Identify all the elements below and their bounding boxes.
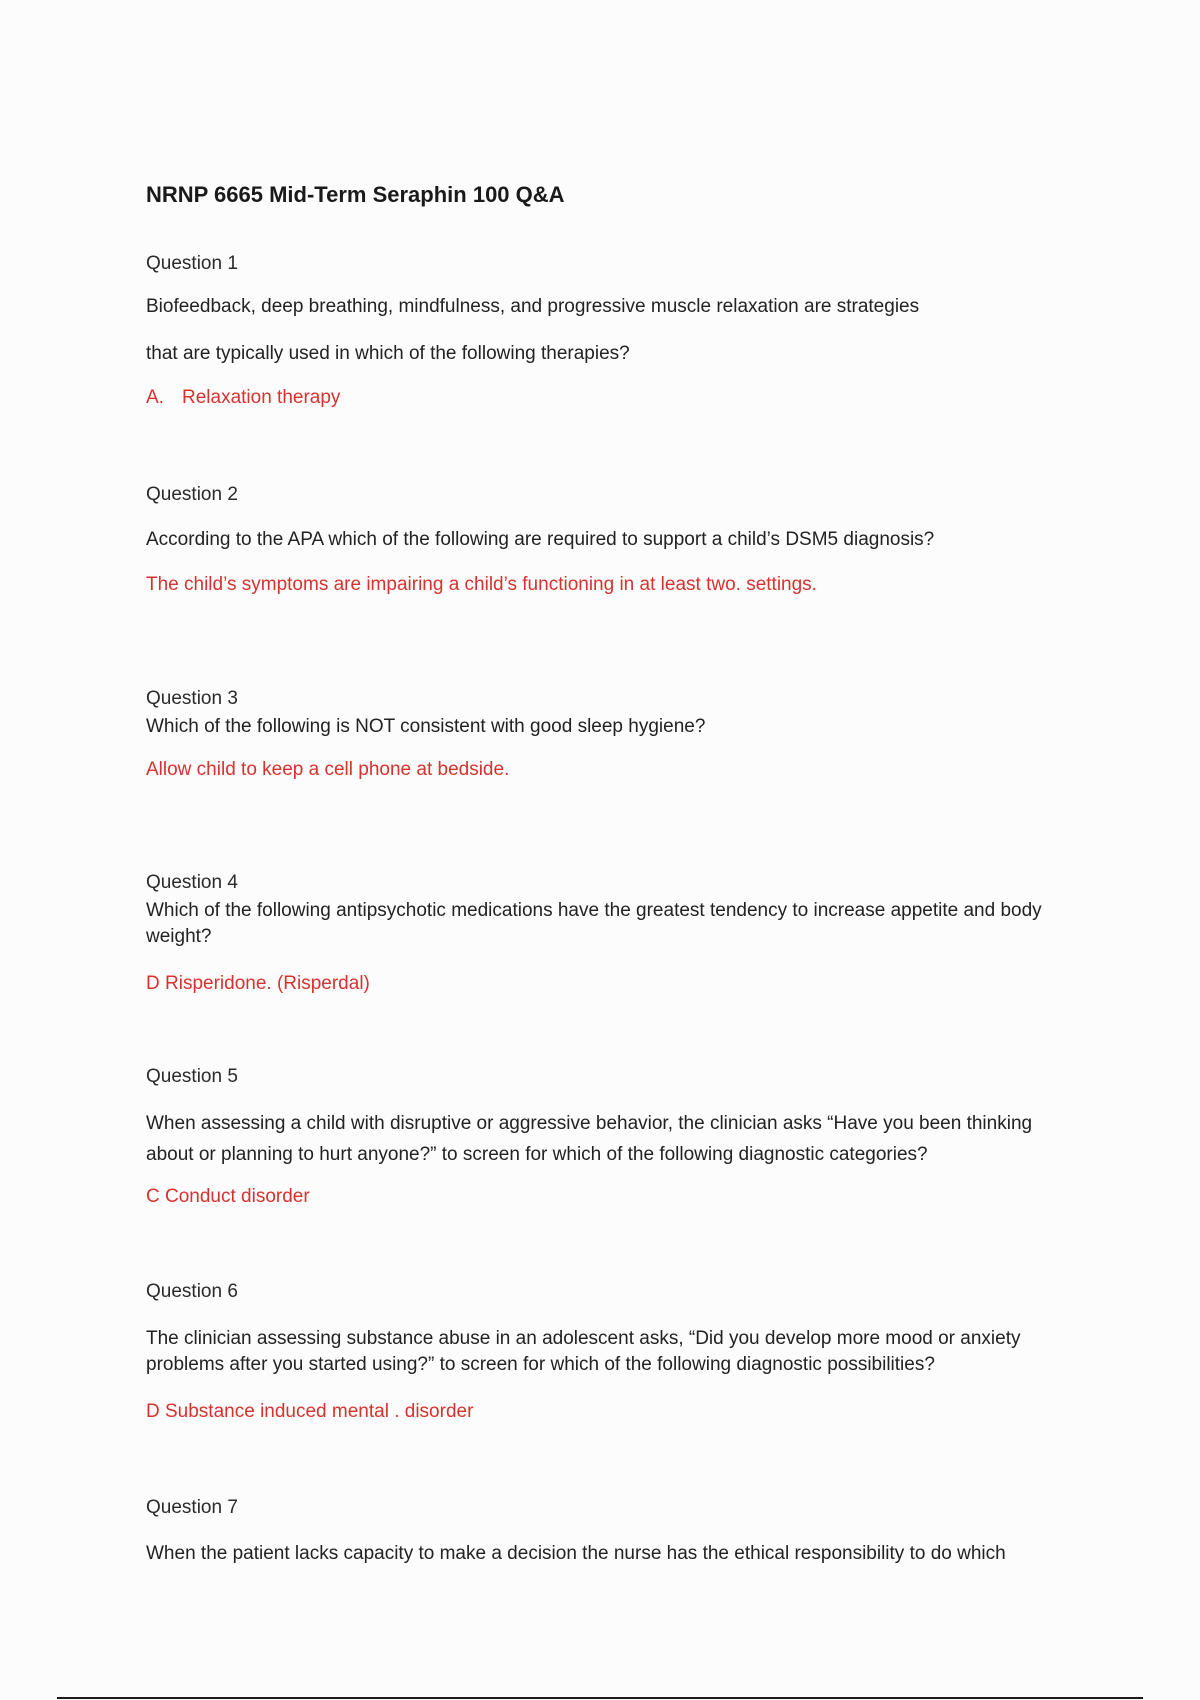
question-5-text-line-2: about or planning to hurt anyone?” to screen for which of the following diagnostic categories? bbox=[146, 1144, 928, 1165]
question-6-text: The clinician assessing substance abuse in an adolescent asks, “Did you develop more mood or anxiety problems after you started using?” to screen for which of the following diagnostic possibilities? bbox=[146, 1328, 1021, 1375]
document-title: NRNP 6665 Mid-Term Seraphin 100 Q&A bbox=[146, 182, 565, 207]
question-2-text: According to the APA which of the following are required to support a child’s DSM5 diagnosis? bbox=[146, 529, 935, 550]
question-1-text-line-2: that are typically used in which of the following therapies? bbox=[146, 343, 630, 364]
question-1-text-line-1: Biofeedback, deep breathing, mindfulness, and progressive muscle relaxation are strategies bbox=[146, 296, 920, 317]
question-5-answer: C Conduct disorder bbox=[146, 1186, 310, 1207]
question-6-label: Question 6 bbox=[146, 1281, 238, 1302]
question-1-answer-text: Relaxation therapy bbox=[182, 387, 341, 408]
question-5-label: Question 5 bbox=[146, 1066, 238, 1087]
question-2-answer: The child’s symptoms are impairing a child’s functioning in at least two. settings. bbox=[146, 574, 817, 595]
question-1-answer bbox=[146, 387, 340, 409]
question-1-label: Question 1 bbox=[146, 253, 238, 274]
question-4-text: Which of the following antipsychotic medications have the greatest tendency to increase appetite and body weight? bbox=[146, 900, 1042, 947]
question-7-label: Question 7 bbox=[146, 1497, 238, 1518]
question-3-answer: Allow child to keep a cell phone at bedside. bbox=[146, 759, 510, 780]
question-5-text-line-1: When assessing a child with disruptive or aggressive behavior, the clinician asks “Have you been thinking bbox=[146, 1113, 1033, 1134]
question-4-answer: D Risperidone. (Risperdal) bbox=[146, 973, 370, 994]
question-3-label: Question 3 bbox=[146, 688, 238, 709]
question-3-text: Which of the following is NOT consistent with good sleep hygiene? bbox=[146, 716, 706, 737]
question-6-answer: D Substance induced mental . disorder bbox=[146, 1401, 474, 1422]
question-2-label: Question 2 bbox=[146, 484, 238, 505]
question-4-label: Question 4 bbox=[146, 872, 238, 893]
question-7-text: When the patient lacks capacity to make a decision the nurse has the ethical responsibility to do which bbox=[146, 1543, 1006, 1564]
page-bottom-rule bbox=[57, 1697, 1143, 1699]
question-1-answer-letter: A. bbox=[146, 387, 164, 408]
